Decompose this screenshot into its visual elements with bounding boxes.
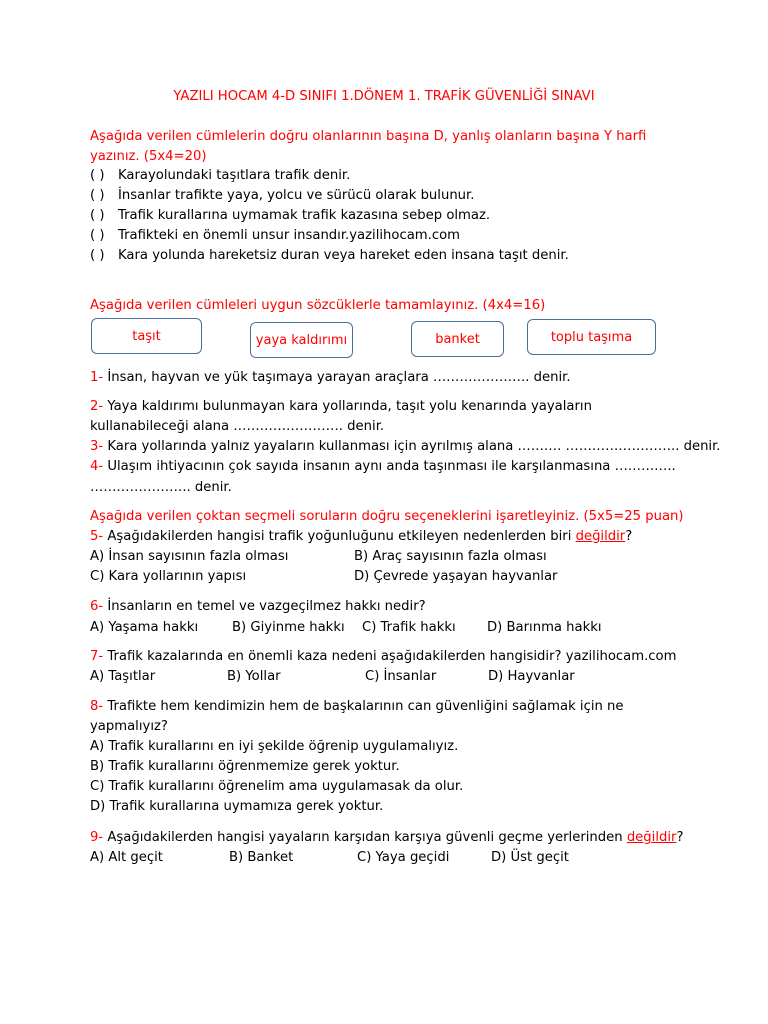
fill-question-2-cont: kullanabileceği alana ……………………. denir. xyxy=(90,419,385,434)
fill-question-4-cont: ………………….. denir. xyxy=(90,480,232,495)
option-a: A) Taşıtlar xyxy=(90,669,156,684)
section2-instruction: Aşağıda verilen cümleleri uygun sözcüklerle tamamlayınız. (4x4=16) xyxy=(90,298,546,313)
question-mark: ? xyxy=(676,830,684,845)
question-number: 8- xyxy=(90,699,104,714)
question-text: Trafikte hem kendimizin hem de başkalarının can güvenliğini sağlamak için ne xyxy=(107,699,624,714)
option-b: B) Banket xyxy=(229,850,294,865)
mc-question-6 xyxy=(90,598,426,616)
question-number: 6- xyxy=(90,599,104,614)
emphasis-degildir: değildir xyxy=(575,529,626,544)
question-text: Aşağıdakilerden hangisi trafik yoğunluğunu etkileyen nedenlerden biri xyxy=(107,529,576,544)
section1-instruction-line2: yazınız. (5x4=20) xyxy=(90,149,207,164)
question-text: İnsan, hayvan ve yük taşımaya yarayan araçlara …………………. denir. xyxy=(107,370,571,385)
option-c: C) Trafik hakkı xyxy=(362,620,456,635)
answer-parens: ( ) xyxy=(90,168,105,183)
word-box-toplu-tasima: toplu taşıma xyxy=(527,319,656,355)
tf-item-4 xyxy=(90,227,460,245)
option-d: D) Hayvanlar xyxy=(488,669,575,684)
emphasis-degildir: değildir xyxy=(626,830,677,845)
option-c: C) Kara yollarının yapısı xyxy=(90,569,247,584)
question-text: Yaya kaldırımı bulunmayan kara yollarında, taşıt yolu kenarında yayaların xyxy=(107,399,592,414)
exam-title: YAZILI HOCAM 4-D SINIFI 1.DÖNEM 1. TRAFİK GÜVENLİĞİ SINAVI xyxy=(173,89,595,104)
answer-parens: ( ) xyxy=(90,188,105,203)
option-d: D) Barınma hakkı xyxy=(487,620,602,635)
mc-question-5 xyxy=(90,528,632,546)
tf-item-1 xyxy=(90,167,350,185)
question-mark: ? xyxy=(625,529,633,544)
fill-question-4 xyxy=(90,458,676,476)
word-box-tasit: taşıt xyxy=(91,318,202,354)
fill-question-2 xyxy=(90,398,592,416)
mc-question-9 xyxy=(90,829,683,847)
question-number: 5- xyxy=(90,529,104,544)
tf-item-text: Karayolundaki taşıtlara trafik denir. xyxy=(118,168,351,183)
option-d: D) Trafik kurallarına uymamıza gerek yoktur. xyxy=(90,799,384,814)
question-text: Aşağıdakilerden hangisi yayaların karşıdan karşıya güvenli geçme yerlerinden xyxy=(107,830,627,845)
question-text: Ulaşım ihtiyacının çok sayıda insanın aynı anda taşınması ile karşılanmasına ………….. xyxy=(107,459,676,474)
tf-item-text: Trafikteki en önemli unsur insandır.yazilihocam.com xyxy=(118,228,460,243)
word-box-yaya-kaldirimi: yaya kaldırımı xyxy=(250,322,353,358)
option-c: C) Trafik kurallarını öğrenelim ama uygulamasak da olur. xyxy=(90,779,464,794)
option-b: B) Giyinme hakkı xyxy=(232,620,345,635)
mc-question-8-cont: yapmalıyız? xyxy=(90,719,168,734)
question-number: 3- xyxy=(90,439,104,454)
option-a: A) Trafik kurallarını en iyi şekilde öğrenip uygulamalıyız. xyxy=(90,739,459,754)
answer-parens: ( ) xyxy=(90,228,105,243)
tf-item-text: Trafik kurallarına uymamak trafik kazasına sebep olmaz. xyxy=(118,208,491,223)
option-d: D) Çevrede yaşayan hayvanlar xyxy=(354,569,558,584)
option-a: A) Alt geçit xyxy=(90,850,163,865)
question-number: 9- xyxy=(90,830,104,845)
tf-item-5 xyxy=(90,247,569,265)
tf-item-3 xyxy=(90,207,490,225)
tf-item-text: Kara yolunda hareketsiz duran veya hareket eden insana taşıt denir. xyxy=(118,248,569,263)
mc-question-7 xyxy=(90,648,676,666)
option-b: B) Araç sayısının fazla olması xyxy=(354,549,547,564)
option-c: C) Yaya geçidi xyxy=(357,850,450,865)
section3-instruction: Aşağıda verilen çoktan seçmeli soruların doğru seçeneklerini işaretleyiniz. (5x5=25 puan) xyxy=(90,509,684,524)
answer-parens: ( ) xyxy=(90,248,105,263)
section1-instruction-line1: Aşağıda verilen cümlelerin doğru olanlarının başına D, yanlış olanların başına Y harfi xyxy=(90,129,647,144)
tf-item-text: İnsanlar trafikte yaya, yolcu ve sürücü olarak bulunur. xyxy=(118,188,475,203)
fill-question-1 xyxy=(90,369,571,387)
option-a: A) Yaşama hakkı xyxy=(90,620,199,635)
question-number: 4- xyxy=(90,459,104,474)
question-number: 2- xyxy=(90,399,104,414)
option-b: B) Yollar xyxy=(227,669,281,684)
question-number: 7- xyxy=(90,649,104,664)
question-text: Trafik kazalarında en önemli kaza nedeni aşağıdakilerden hangisidir? yazilihocam.com xyxy=(107,649,677,664)
option-a: A) İnsan sayısının fazla olması xyxy=(90,549,289,564)
question-number: 1- xyxy=(90,370,104,385)
question-text: Kara yollarında yalnız yayaların kullanması için ayrılmış alana ………. …………………….. denir. xyxy=(107,439,721,454)
fill-question-3 xyxy=(90,438,721,456)
word-box-banket: banket xyxy=(411,321,504,357)
option-c: C) İnsanlar xyxy=(365,669,437,684)
tf-item-2 xyxy=(90,187,474,205)
mc-question-8 xyxy=(90,698,624,716)
option-b: B) Trafik kurallarını öğrenmemize gerek yoktur. xyxy=(90,759,400,774)
question-text: İnsanların en temel ve vazgeçilmez hakkı nedir? xyxy=(107,599,426,614)
option-d: D) Üst geçit xyxy=(491,850,569,865)
answer-parens: ( ) xyxy=(90,208,105,223)
